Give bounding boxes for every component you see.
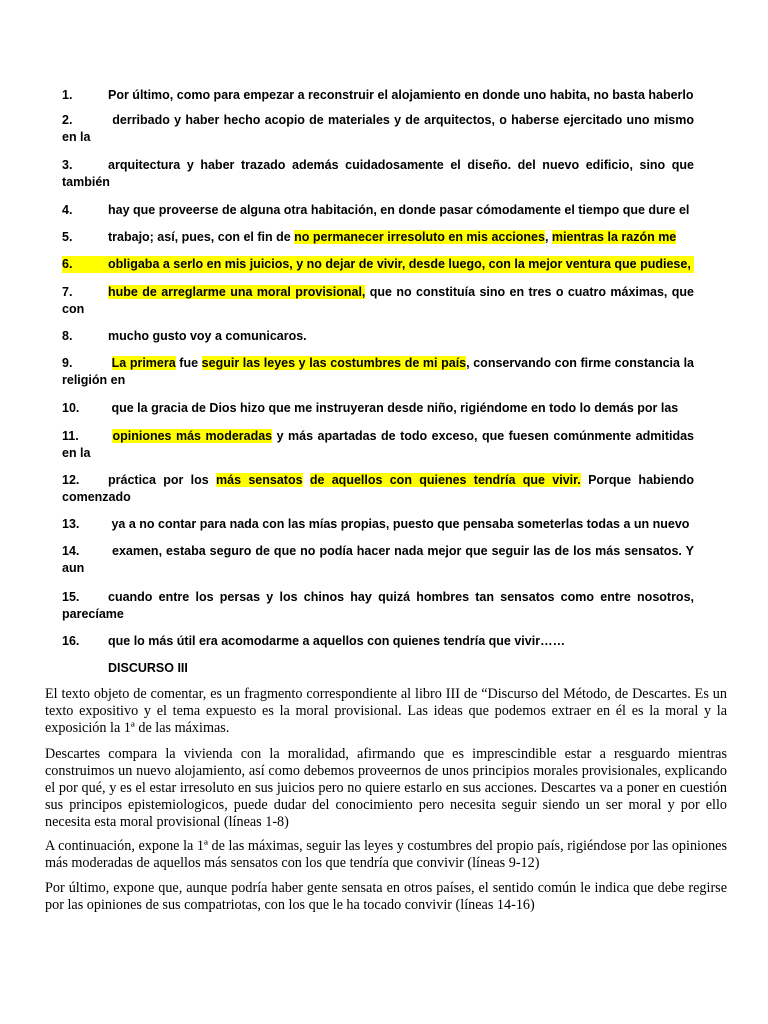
text-segment	[303, 473, 310, 487]
line-number: 7.	[62, 285, 73, 299]
numbered-line	[62, 543, 694, 577]
text-segment: Porque habiendo comenzado	[62, 473, 694, 504]
line-text	[62, 473, 694, 504]
line-number: 16.	[62, 634, 80, 648]
numbered-line	[62, 328, 694, 345]
text-segment: que lo más útil era acomodarme a aquellos con quienes tendría que vivir……	[108, 634, 566, 648]
text-segment: hay que proveerse de alguna otra habitación, en donde pasar cómodamente el tiempo que dure el	[108, 203, 690, 217]
numbered-line	[62, 157, 694, 191]
numbered-line	[62, 284, 694, 318]
line-text	[108, 203, 689, 217]
line-number: 4.	[62, 203, 73, 217]
line-number: 15.	[62, 590, 80, 604]
line-number: 2.	[62, 113, 73, 127]
highlighted-text: de aquellos con quienes tendría que vivir.	[309, 473, 581, 487]
text-segment: práctica por los	[108, 473, 217, 487]
numbered-line	[62, 400, 694, 417]
text-segment: examen, estaba seguro de que no podía hacer nada mejor que seguir las de los más sensatos. Y aun	[62, 544, 694, 575]
line-text	[108, 634, 565, 648]
commentary-paragraph: El texto objeto de comentar, es un fragmento correspondiente al libro III de “Discurso del Método, de Descartes. Es un texto expositivo y el tema expuesto es la moral provisional. Las ideas que podemos extraer en él es la moral y la exposición la 1ª de las máximas.	[45, 686, 727, 736]
numbered-line	[62, 112, 694, 146]
line-text	[108, 329, 307, 343]
text-segment: ,	[544, 230, 552, 244]
highlighted-text: La primera	[111, 356, 176, 370]
text-segment: arquitectura y haber trazado además cuidadosamente el diseño. del nuevo edificio, sino que también	[62, 158, 694, 189]
numbered-line	[62, 355, 694, 389]
text-segment: y más apartadas de todo exceso, que fuesen comúnmente admitidas en la	[62, 429, 694, 460]
line-text	[62, 356, 694, 387]
line-number: 3.	[62, 158, 73, 172]
line-text	[62, 429, 694, 460]
text-segment: que no constituía sino en tres o cuatro máximas, que con	[62, 285, 695, 316]
line-text	[108, 401, 678, 415]
text-segment: mucho gusto voy a comunicaros.	[108, 329, 307, 343]
text-segment: ya a no contar para nada con las mías propias, puesto que pensaba someterlas todas a un nuevo	[108, 517, 690, 531]
text-segment: fue	[175, 356, 202, 370]
text-segment: cuando entre los persas y los chinos hay quizá hombres tan sensatos como entre nosotros, parecíame	[62, 590, 694, 621]
text-segment: trabajo; así, pues, con el fin de	[108, 230, 295, 244]
text-segment: derribado y haber hecho acopio de materiales y de arquitectos, o haberse ejercitado uno mismo en la	[62, 113, 694, 144]
line-number: 13.	[62, 517, 80, 531]
section-heading: DISCURSO III	[108, 661, 188, 675]
text-segment: , conservando con firme constancia la religión en	[62, 356, 695, 387]
commentary-paragraph: Descartes compara la vivienda con la moralidad, afirmando que es imprescindible estar a resguardo mientras construimos un nuevo alojamiento, así como debemos proveernos de unos principios morales provisionales, explicando el por qué, y es el estar irresoluto en sus juicios pero no quiere estarlo en sus acciones. Descartes va a poner en cuestión sus principos epistemiologicos, puede dudar del conocimiento pero necesita seguir siendo un ser moral y por ello necesita esta moral provisional (líneas 1-8)	[45, 746, 727, 830]
numbered-line	[62, 428, 694, 462]
text-segment: que la gracia de Dios hizo que me instruyeran desde niño, rigiéndome en todo lo demás por las	[108, 401, 679, 415]
commentary-paragraph: Por último, expone que, aunque podría haber gente sensata en otros países, el sentido común le indica que debe regirse por las opiniones de sus compatriotas, con los que le ha tocado convivir (líneas 14-16)	[45, 880, 727, 913]
line-text	[62, 590, 694, 621]
highlighted-text: no permanecer irresoluto en mis acciones	[294, 230, 545, 244]
line-number: 11.	[62, 429, 79, 443]
numbered-line	[62, 472, 694, 506]
line-text	[62, 113, 694, 144]
text-segment: Por último, como para empezar a reconstruir el alojamiento en donde uno habita, no basta haberlo	[108, 88, 694, 102]
line-number: 8.	[62, 329, 73, 343]
line-number: 12.	[62, 473, 80, 487]
line-number: 6.	[62, 257, 73, 271]
numbered-line	[62, 87, 694, 104]
line-text	[108, 257, 691, 271]
highlighted-text: opiniones más moderadas	[112, 429, 273, 443]
line-text	[108, 517, 689, 531]
line-text	[62, 285, 694, 316]
line-text	[108, 88, 694, 102]
line-number: 1.	[62, 88, 73, 102]
numbered-line	[62, 256, 694, 273]
numbered-line	[62, 589, 694, 623]
line-number: 9.	[62, 356, 73, 370]
commentary-paragraph: A continuación, expone la 1ª de las máximas, seguir las leyes y costumbres del propio país, rigiéndose por las opiniones más moderadas de aquellos más sensatos con los que tendría que convivir (líneas 9-12)	[45, 838, 727, 871]
highlighted-text: mientras la razón me	[551, 230, 677, 244]
numbered-line	[62, 202, 694, 219]
line-text	[62, 158, 694, 189]
line-number: 14.	[62, 544, 80, 558]
numbered-line	[62, 229, 694, 246]
highlighted-text: más sensatos	[216, 473, 303, 487]
highlighted-text: hube de arreglarme una moral provisional,	[108, 285, 366, 299]
line-number: 5.	[62, 230, 73, 244]
highlighted-text: seguir las leyes y las costumbres de mi país	[201, 356, 467, 370]
numbered-line	[62, 633, 694, 650]
highlighted-text: obligaba a serlo en mis juicios, y no dejar de vivir, desde luego, con la mejor ventura que pudiese,	[108, 257, 691, 271]
line-text	[108, 230, 676, 244]
line-number: 10.	[62, 401, 80, 415]
numbered-line	[62, 516, 694, 533]
line-text	[62, 544, 694, 575]
